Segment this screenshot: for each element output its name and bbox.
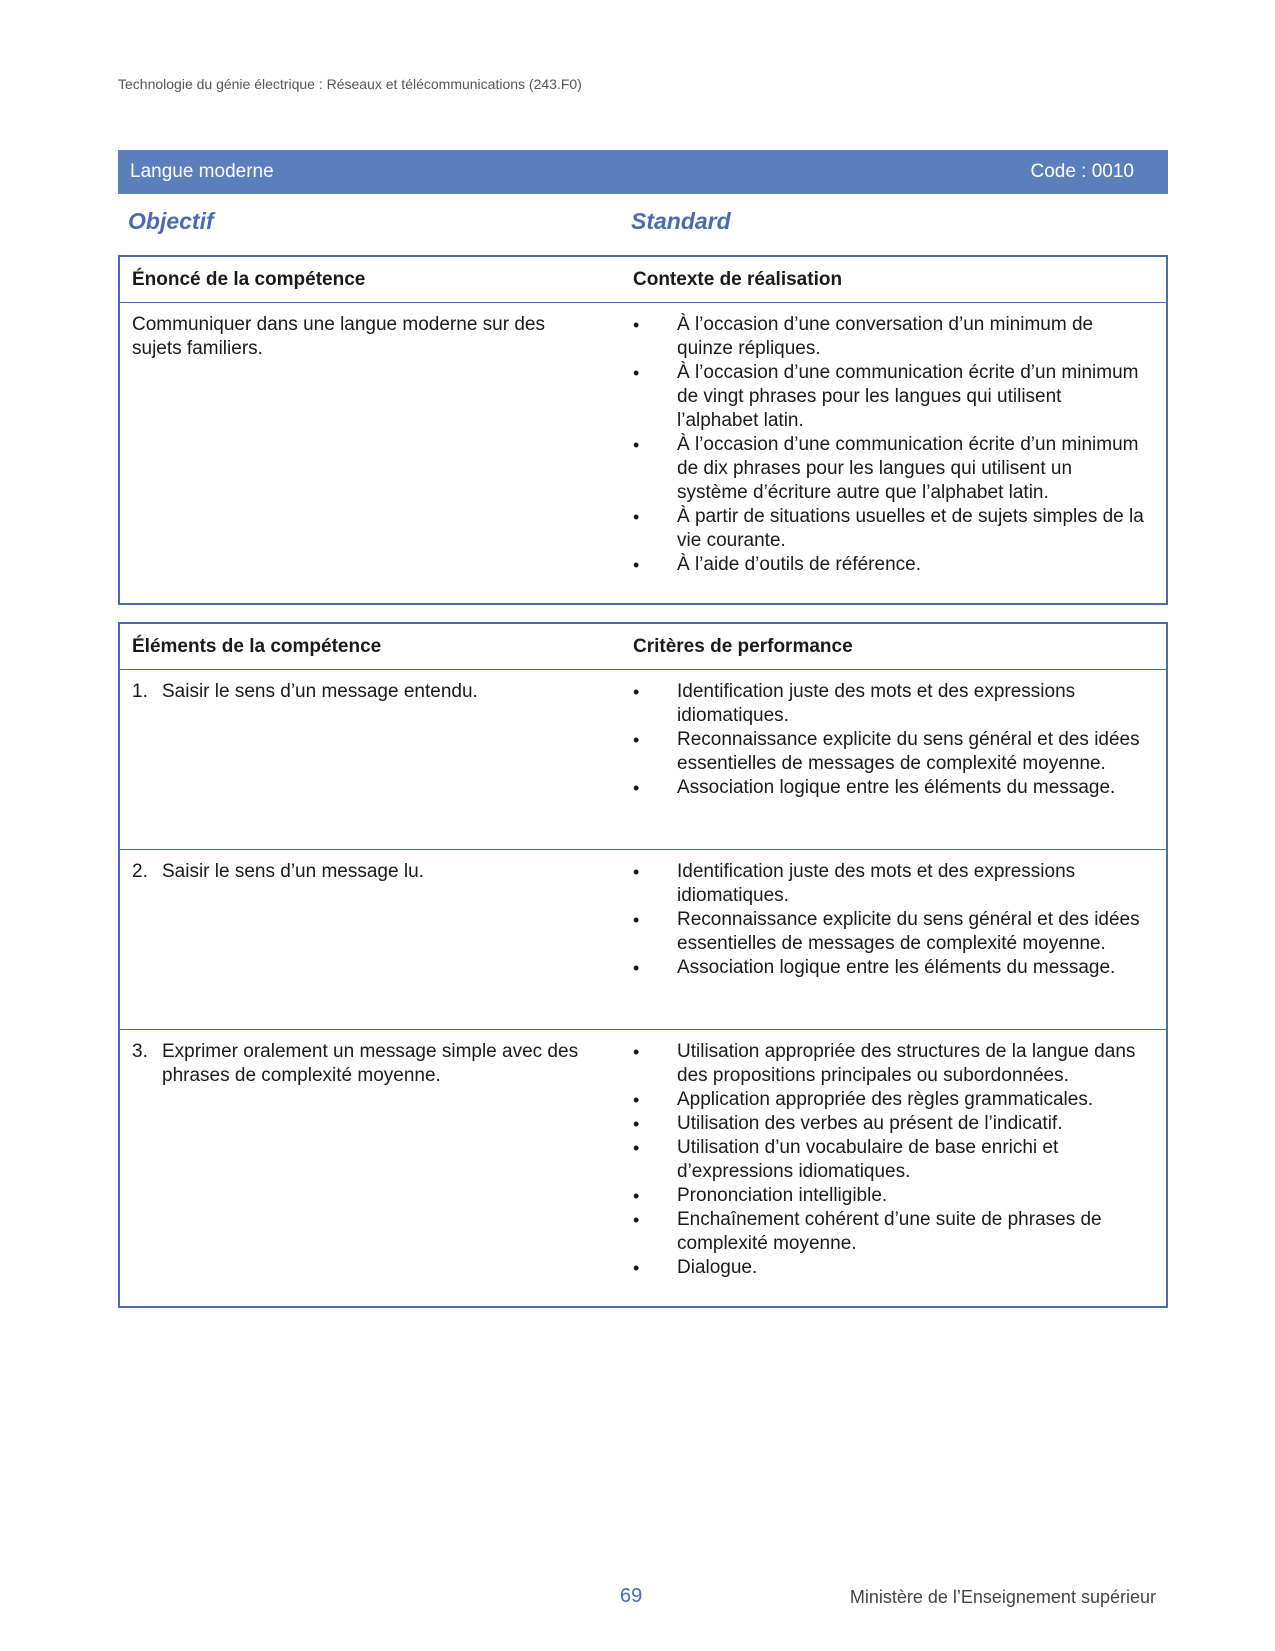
element-number: 1. (132, 681, 148, 702)
criterion-item: • Prononciation intelligible. (633, 1184, 1148, 1208)
competence-table-header (120, 257, 1166, 303)
enonce-header: Énoncé de la compétence (132, 268, 366, 290)
criterion-item: • Dialogue. (633, 1256, 1148, 1280)
criterion-item: • Enchaînement cohérent d’une suite de phrases de complexité moyenne. (633, 1208, 1148, 1256)
element-text: Exprimer oralement un message simple avec des phrases de complexité moyenne. (162, 1041, 579, 1086)
course-title-bar (118, 150, 1168, 194)
criterion-item: • Utilisation des verbes au présent de l’indicatif. (633, 1112, 1148, 1136)
element-number: 2. (132, 861, 148, 882)
context-item: • À l’occasion d’une communication écrite d’un minimum de dix phrases pour les langues qui utilisent un système d’écriture autre que l’alphabet latin. (633, 433, 1148, 505)
criterion-item: • Association logique entre les éléments du message. (633, 776, 1148, 800)
standard-heading: Standard (631, 208, 731, 234)
element-text: Saisir le sens d’un message lu. (162, 861, 424, 882)
competence-table (118, 255, 1168, 605)
page-number: 69 (620, 1585, 643, 1607)
criterion-item: • Identification juste des mots et des expressions idiomatiques. (633, 860, 1148, 908)
context-item: • À partir de situations usuelles et de sujets simples de la vie courante. (633, 505, 1148, 553)
criteres-header: Critères de performance (633, 635, 853, 657)
criterion-item: • Identification juste des mots et des expressions idiomatiques. (633, 680, 1148, 728)
competence-statement: Communiquer dans une langue moderne sur des sujets familiers. (132, 314, 545, 359)
contexte-header: Contexte de réalisation (633, 268, 843, 290)
objectif-heading: Objectif (128, 208, 214, 234)
criterion-item: • Reconnaissance explicite du sens général et des idées essentielles de messages de complexité moyenne. (633, 908, 1148, 956)
context-list (633, 313, 1148, 577)
ministry-name: Ministère de l’Enseignement supérieur (849, 1587, 1156, 1607)
criterion-item: • Application appropriée des règles grammaticales. (633, 1088, 1148, 1112)
context-item: • À l’aide d’outils de référence. (633, 553, 1148, 577)
element-row (120, 670, 1166, 850)
elements-table-header (120, 624, 1166, 670)
course-title: Langue moderne (130, 161, 274, 182)
element-text: Saisir le sens d’un message entendu. (162, 681, 478, 702)
course-code: Code : 0010 (1030, 161, 1134, 182)
criterion-item: • Reconnaissance explicite du sens général et des idées essentielles de messages de complexité moyenne. (633, 728, 1148, 776)
context-item: • À l’occasion d’une communication écrite d’un minimum de vingt phrases pour les langues qui utilisent l’alphabet latin. (633, 361, 1148, 433)
competence-table-body (120, 303, 1166, 577)
criterion-item: • Utilisation d’un vocabulaire de base enrichi et d’expressions idiomatiques. (633, 1136, 1148, 1184)
elements-header: Éléments de la compétence (132, 635, 382, 657)
elements-table (118, 622, 1168, 1308)
element-row (120, 1030, 1166, 1280)
context-item: • À l’occasion d’une conversation d’un minimum de quinze répliques. (633, 313, 1148, 361)
criterion-item: • Utilisation appropriée des structures de la langue dans des propositions principales ou subordonnées. (633, 1040, 1148, 1088)
running-header: Technologie du génie électrique : Réseaux et télécommunications (243.F0) (118, 76, 582, 92)
criteria-list (633, 860, 1148, 980)
criteria-list (633, 680, 1148, 800)
page-footer (620, 1585, 1156, 1613)
criterion-item: • Association logique entre les éléments du message. (633, 956, 1148, 980)
element-number: 3. (132, 1041, 148, 1062)
criteria-list (633, 1040, 1148, 1280)
element-row (120, 850, 1166, 1030)
